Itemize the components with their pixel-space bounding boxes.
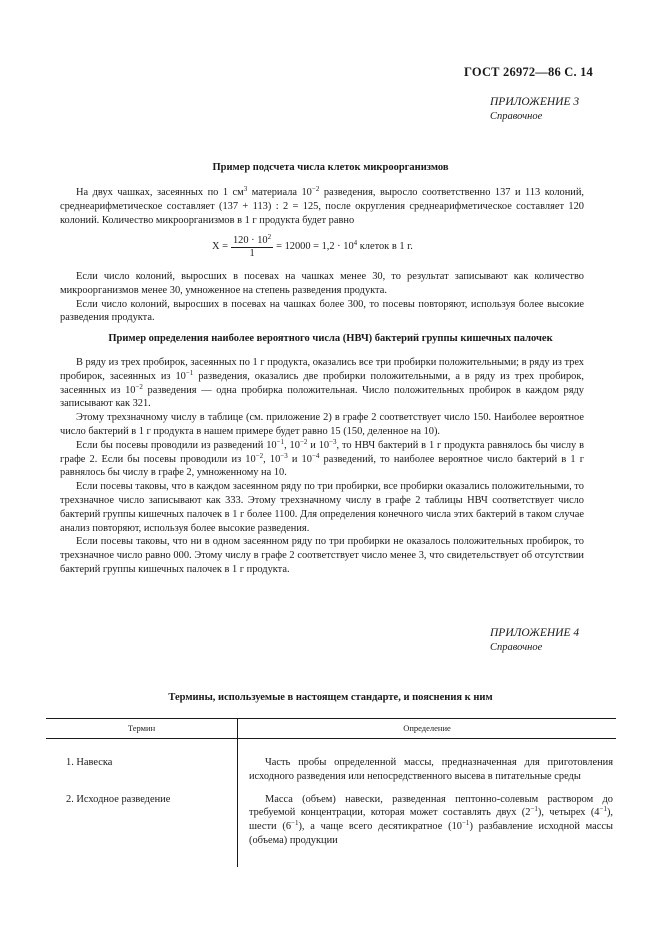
- appendix-title: ПРИЛОЖЕНИЕ 4: [490, 627, 580, 639]
- paragraph: Если посевы таковы, что в каждом засеянном ряду по три пробирки, все пробирки оказались положительными, то трехзначное число записывают как 333. Этому трехзначному числу в графе 2 таблицы НВЧ соответствует число бактерий группы кишечных палочек в 1 г более 1100. Для определения конечного числа этих бактерий в таком случае анализ повторяют, используя более высокие разведения.: [60, 481, 584, 534]
- formula-rhs: = $12000 = 1,2 \cdot 10^4$ клеток в 1 г.: [276, 239, 413, 253]
- appendix-subtitle: Справочное: [490, 641, 543, 653]
- section1-paragraph-1: На двух чашках, засеянных по 1 $см^3$ материала $10^{-2}$ разведения, выросло соответственно 137 и 113 колоний, среднеарифметическое составляет (137 + 113) : 2 = 125, после округления среднеарифметическое составляет 120 колоний. Количество микроорганизмов в 1 г продукта будет равно: [60, 185, 584, 226]
- table-title: Термины, используемые в настоящем стандарте, и пояснения к ним: [168, 692, 493, 703]
- definition-cell: Часть пробы определенной массы, предназначенная для приготовления исходного разведения или непосредственного высева в питательные среды: [249, 757, 613, 782]
- page-header: ГОСТ 26972—86 С. 14: [464, 65, 593, 79]
- term-cell: 1. Навеска: [66, 757, 113, 768]
- table-row: [46, 756, 616, 784]
- term-cell: 2. Исходное разведение: [66, 793, 171, 805]
- column-header-term: Термин: [46, 719, 238, 738]
- terms-table: [46, 718, 616, 848]
- section1-paragraphs: [60, 270, 584, 325]
- appendix-3-label: [490, 96, 579, 124]
- appendix-subtitle: Справочное: [490, 110, 543, 122]
- table-row: [46, 793, 616, 848]
- section-title: Пример определения наиболее вероятного числа (НВЧ) бактерий группы кишечных палочек: [108, 333, 553, 344]
- column-header-definition: Определение: [403, 722, 451, 733]
- formula: [212, 232, 413, 262]
- section-title: Пример подсчета числа клеток микроорганизмов: [212, 162, 449, 173]
- column-divider: [237, 737, 238, 867]
- appendix-title: ПРИЛОЖЕНИЕ 3: [490, 96, 580, 108]
- formula-lhs: X =: [212, 241, 228, 253]
- table-header: [46, 718, 616, 739]
- paragraph: Если бы посевы проводили из разведений $10^{-1}$, $10^{-2}$ и $10^{-3}$, то НВЧ бактерий в 1 г продукта равнялось бы числу в графе 2. Если бы посевы проводили из $10^{-2}$, $10^{-3}$ и $10^{-4}$ разведений, то наиболее вероятное число бактерий в 1 г равнялось бы числу в графе 2, умноженному на 10.: [60, 437, 584, 479]
- definition-cell: Масса (объем) навески, разведенная пептонно-солевым раствором до требуемой концентрации, которая может составлять двух $(2^{-1})$, четырех $(4^{-1})$, шести $(6^{-1})$, а чаще всего десятикратное $(10^{-1})$ разбавление исходной массы (объема) продукции: [249, 793, 614, 846]
- formula-fraction: $\frac{120 \cdot 10^2}{1}$: [232, 232, 272, 259]
- paragraph: В ряду из трех пробирок, засеянных по 1 г продукта, оказались все три пробирки положительными; в ряду из трех пробирок, засеянных из $10^{-1}$ разведения, оказались две пробирки положительными, а в ряду из трех пробирок, засеянных из $10^{-2}$ разведения — одна пробирка положительная. Число положительных пробирок в каждом ряду записывают как 321.: [60, 357, 584, 410]
- appendix-4-label: [490, 627, 579, 655]
- paragraph: Этому трехзначному числу в таблице (см. приложение 2) в графе 2 соответствует число 150. Наиболее вероятное число бактерий в 1 г продукта в нашем примере будет равно 15 (150, деленное на 10).: [60, 412, 584, 437]
- paragraph: Если посевы таковы, что ни в одном засеянном ряду по три пробирки не оказалось положительных пробирок, то трехзначное число равно 000. Этому числу в графе 2 соответствует число менее 3, что свидетельствует об отсутствии бактерий группы кишечных палочек в 1 г продукта.: [60, 536, 584, 575]
- paragraph: Если число колоний, выросших в посевах на чашках более 300, то посевы повторяют, используя более высокие разведения продукта.: [60, 298, 584, 324]
- paragraph: Если число колоний, выросших в посевах на чашках менее 30, то результат записывают как количество микроорганизмов менее 30, умноженное на степень разведения продукта.: [60, 271, 584, 296]
- section2-body: [60, 356, 584, 577]
